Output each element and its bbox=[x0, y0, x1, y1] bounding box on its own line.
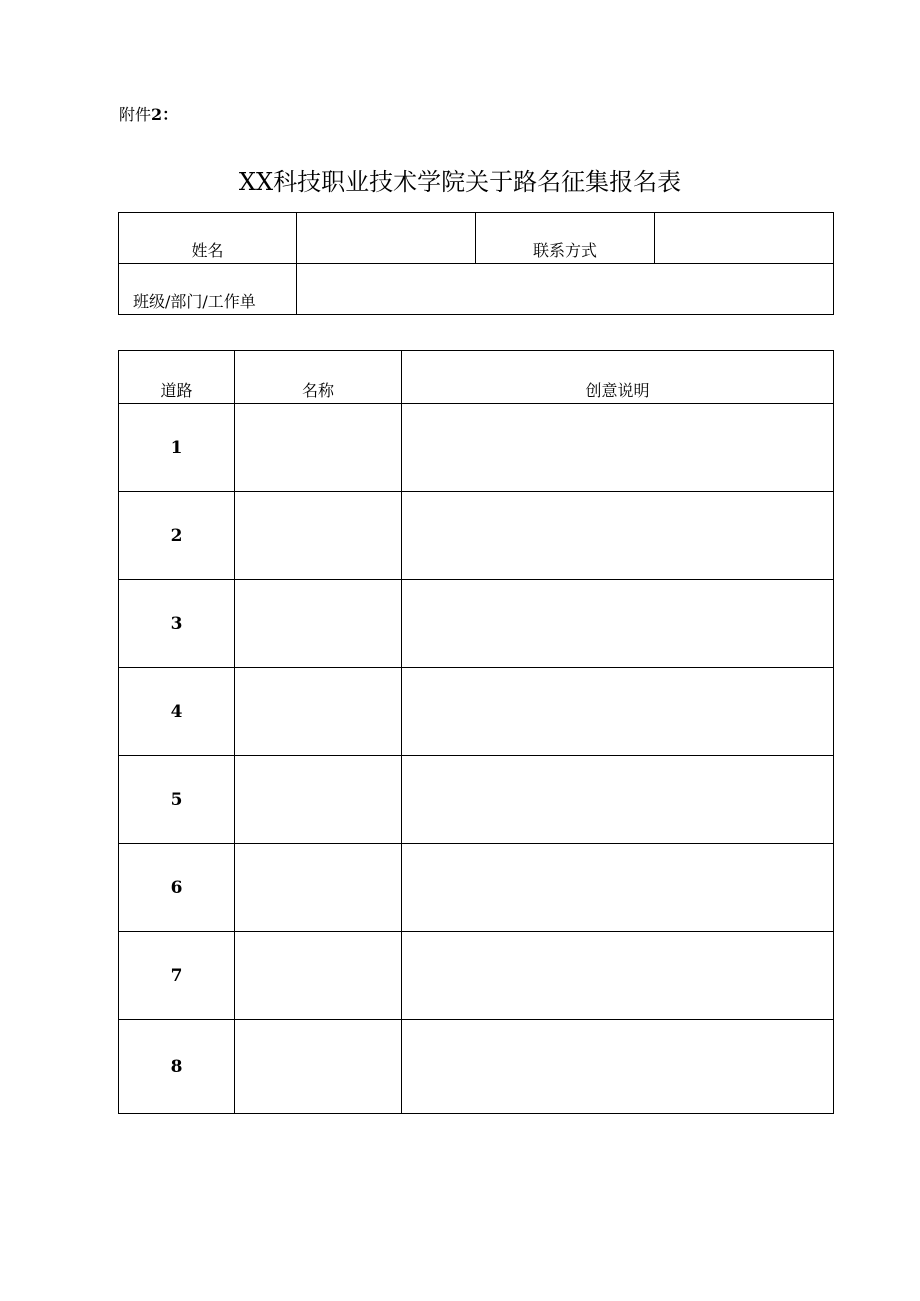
road-number: 6 bbox=[119, 844, 235, 932]
header-idea: 创意说明 bbox=[402, 351, 834, 404]
road-name-entries-table bbox=[118, 350, 834, 1114]
idea-description-field[interactable] bbox=[402, 580, 834, 668]
info-row-name-contact bbox=[119, 213, 834, 264]
info-row-department bbox=[119, 264, 834, 315]
table-row bbox=[119, 492, 834, 580]
department-label: 班级/部门/工作单 bbox=[119, 264, 297, 315]
table-row bbox=[119, 404, 834, 492]
department-field[interactable] bbox=[297, 264, 834, 315]
road-name-field[interactable] bbox=[235, 1020, 402, 1114]
idea-description-field[interactable] bbox=[402, 492, 834, 580]
attachment-number: 2： bbox=[151, 105, 179, 124]
contact-label: 联系方式 bbox=[476, 213, 655, 264]
table-row bbox=[119, 668, 834, 756]
road-name-field[interactable] bbox=[235, 404, 402, 492]
idea-description-field[interactable] bbox=[402, 844, 834, 932]
attachment-text: 附件 bbox=[119, 105, 152, 124]
road-name-field[interactable] bbox=[235, 492, 402, 580]
name-field[interactable] bbox=[297, 213, 476, 264]
header-road: 道路 bbox=[119, 351, 235, 404]
name-label: 姓名 bbox=[119, 213, 297, 264]
road-number: 3 bbox=[119, 580, 235, 668]
idea-description-field[interactable] bbox=[402, 668, 834, 756]
road-number: 2 bbox=[119, 492, 235, 580]
attachment-label bbox=[119, 103, 178, 127]
road-number: 5 bbox=[119, 756, 235, 844]
road-name-field[interactable] bbox=[235, 844, 402, 932]
road-number: 7 bbox=[119, 932, 235, 1020]
idea-description-field[interactable] bbox=[402, 1020, 834, 1114]
contact-field[interactable] bbox=[655, 213, 834, 264]
table-row bbox=[119, 1020, 834, 1114]
table-row bbox=[119, 932, 834, 1020]
header-name: 名称 bbox=[235, 351, 402, 404]
idea-description-field[interactable] bbox=[402, 932, 834, 1020]
road-name-field[interactable] bbox=[235, 668, 402, 756]
road-number: 8 bbox=[119, 1020, 235, 1114]
road-name-field[interactable] bbox=[235, 932, 402, 1020]
applicant-info-table bbox=[118, 212, 834, 315]
table-row bbox=[119, 844, 834, 932]
table-row bbox=[119, 756, 834, 844]
road-number: 1 bbox=[119, 404, 235, 492]
road-name-field[interactable] bbox=[235, 756, 402, 844]
road-name-field[interactable] bbox=[235, 580, 402, 668]
idea-description-field[interactable] bbox=[402, 404, 834, 492]
idea-description-field[interactable] bbox=[402, 756, 834, 844]
road-number: 4 bbox=[119, 668, 235, 756]
table-row bbox=[119, 580, 834, 668]
document-title: XX科技职业技术学院关于路名征集报名表 bbox=[238, 168, 682, 196]
table-header-row bbox=[119, 351, 834, 404]
